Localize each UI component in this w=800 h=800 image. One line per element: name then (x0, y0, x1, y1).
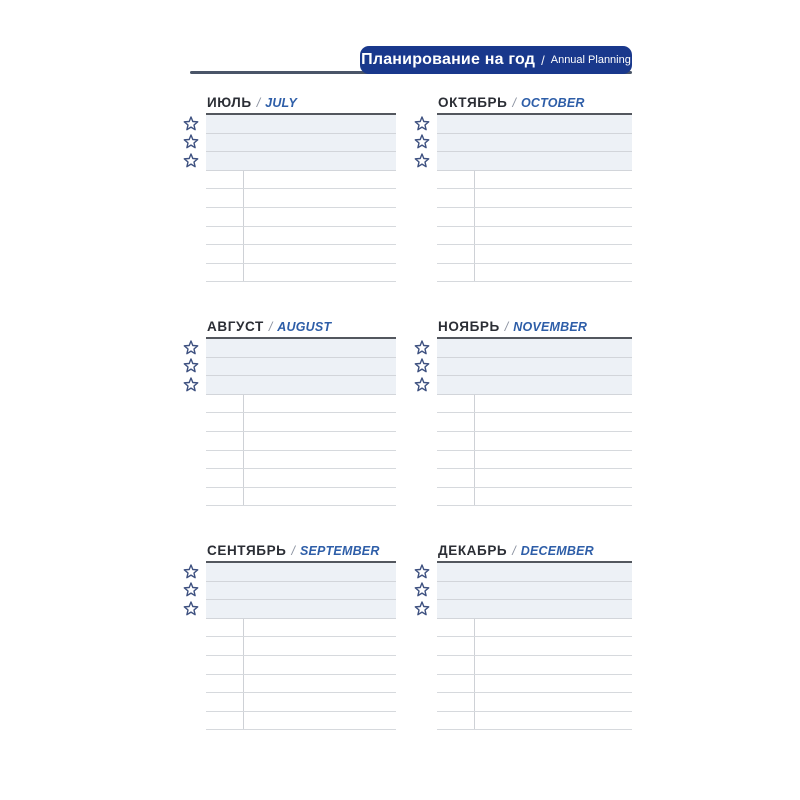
plain-row (437, 432, 632, 451)
starred-row (437, 358, 632, 377)
month-heading-separator: / (512, 95, 516, 110)
month-heading (206, 540, 396, 561)
star-icon (183, 134, 199, 150)
month-name-ru: ДЕКАБРЬ (438, 543, 508, 558)
plain-row (206, 488, 396, 507)
starred-row (437, 134, 632, 153)
month-heading-separator: / (291, 543, 295, 558)
month-block-november (437, 316, 632, 506)
plain-row (206, 469, 396, 488)
month-table (206, 113, 396, 282)
star-icon (414, 601, 430, 617)
starred-row (437, 339, 632, 358)
starred-row (437, 376, 632, 395)
star-icon (183, 601, 199, 617)
month-block-december (437, 540, 632, 730)
starred-row (206, 376, 396, 395)
page-title-separator: / (541, 52, 545, 68)
starred-row (437, 563, 632, 582)
page-title (360, 46, 632, 74)
month-name-en: DECEMBER (520, 543, 594, 558)
month-block-july (206, 92, 396, 282)
plain-row (437, 171, 632, 190)
month-table (437, 337, 632, 506)
starred-row (206, 582, 396, 601)
month-name-en: OCTOBER (520, 95, 585, 110)
star-icon (183, 153, 199, 169)
plain-row (206, 432, 396, 451)
month-name-ru: ИЮЛЬ (207, 95, 252, 110)
star-icon (414, 153, 430, 169)
star-icon (414, 564, 430, 580)
plain-row (206, 227, 396, 246)
plain-row (206, 693, 396, 712)
plain-row (206, 712, 396, 731)
plain-row (206, 264, 396, 283)
plain-row (437, 693, 632, 712)
plain-row (437, 189, 632, 208)
plain-row (437, 395, 632, 414)
star-icon (414, 340, 430, 356)
month-name-ru: ОКТЯБРЬ (438, 95, 508, 110)
plain-row (437, 675, 632, 694)
plain-row (206, 637, 396, 656)
plain-row (437, 451, 632, 470)
plain-row (206, 451, 396, 470)
star-icon (414, 116, 430, 132)
plain-row (206, 208, 396, 227)
plain-row (437, 488, 632, 507)
plain-row (437, 637, 632, 656)
month-name-ru: СЕНТЯБРЬ (207, 543, 287, 558)
starred-row (206, 115, 396, 134)
month-table (206, 337, 396, 506)
month-name-ru: НОЯБРЬ (438, 319, 500, 334)
plain-row (437, 712, 632, 731)
month-heading-separator: / (268, 319, 273, 334)
month-name-en: JULY (265, 95, 297, 110)
plain-row (206, 619, 396, 638)
month-block-october (437, 92, 632, 282)
month-heading (437, 540, 632, 561)
starred-row (437, 582, 632, 601)
plain-row (206, 171, 396, 190)
star-icon (183, 582, 199, 598)
month-table (437, 113, 632, 282)
month-block-august (206, 316, 396, 506)
star-icon (183, 116, 199, 132)
starred-row (206, 339, 396, 358)
month-heading (437, 92, 632, 113)
starred-row (206, 152, 396, 171)
plain-row (206, 675, 396, 694)
plain-row (206, 656, 396, 675)
month-heading (437, 316, 632, 337)
star-icon (183, 564, 199, 580)
page-title-en: Annual Planning (550, 54, 631, 66)
plain-row (437, 208, 632, 227)
month-block-september (206, 540, 396, 730)
plain-row (206, 189, 396, 208)
month-name-en: SEPTEMBER (299, 543, 380, 558)
plain-row (206, 395, 396, 414)
starred-row (206, 563, 396, 582)
starred-row (206, 358, 396, 377)
plain-row (437, 264, 632, 283)
starred-row (206, 600, 396, 619)
page-title-ru: Планирование на год (361, 51, 536, 68)
starred-row (206, 134, 396, 153)
star-icon (414, 377, 430, 393)
month-heading (206, 92, 396, 113)
star-icon (183, 358, 199, 374)
starred-row (437, 152, 632, 171)
plain-row (437, 469, 632, 488)
plain-row (206, 245, 396, 264)
month-name-ru: АВГУСТ (207, 319, 264, 334)
month-heading-separator: / (256, 95, 261, 110)
plain-row (437, 656, 632, 675)
plain-row (437, 227, 632, 246)
month-table (437, 561, 632, 730)
starred-row (437, 600, 632, 619)
star-icon (414, 134, 430, 150)
month-table (206, 561, 396, 730)
month-heading-separator: / (512, 543, 516, 558)
starred-row (437, 115, 632, 134)
star-icon (414, 358, 430, 374)
month-name-en: AUGUST (277, 319, 332, 334)
month-heading-separator: / (504, 319, 509, 334)
star-icon (183, 377, 199, 393)
plain-row (206, 413, 396, 432)
plain-row (437, 413, 632, 432)
plain-row (437, 245, 632, 264)
star-icon (183, 340, 199, 356)
plain-row (437, 619, 632, 638)
month-name-en: NOVEMBER (513, 319, 588, 334)
month-heading (206, 316, 396, 337)
star-icon (414, 582, 430, 598)
